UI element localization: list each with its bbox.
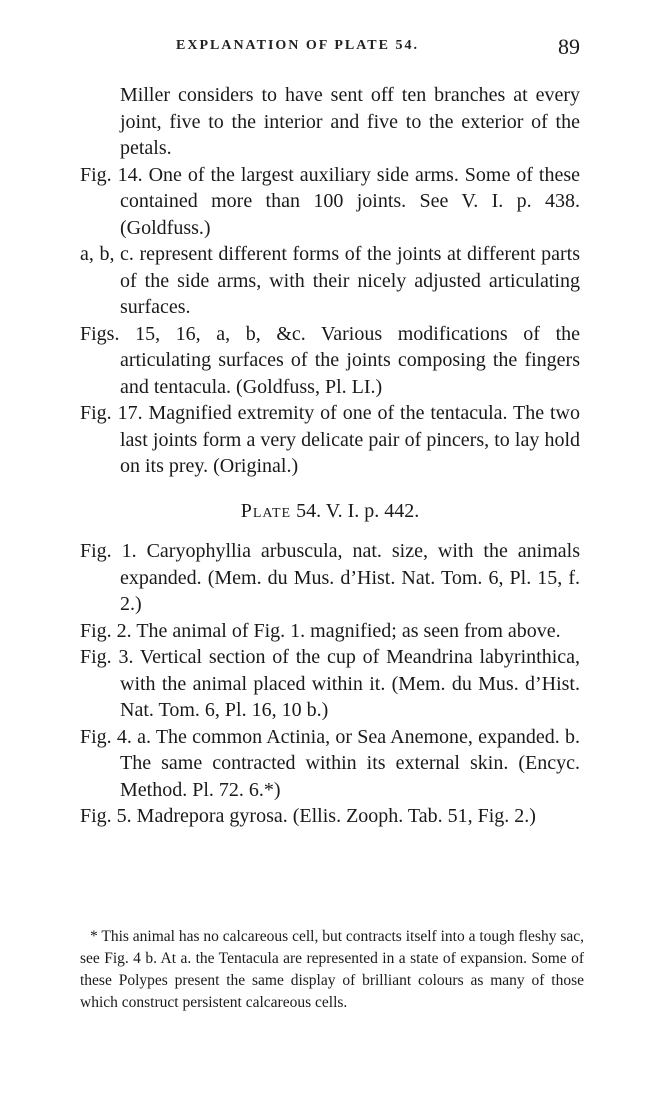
plate-explanation-body (80, 82, 580, 830)
plate-entry-fig-2: Fig. 2. The animal of Fig. 1. magnified; as seen from above. (80, 619, 561, 642)
page-number: 89 (558, 34, 580, 59)
entry-abc: a, b, c. represent different forms of the joints at different parts of the side arms, with their nicely adjusted articulating surfaces. (80, 243, 580, 318)
plate-entry-fig-1: Fig. 1. Caryophyllia arbuscula, nat. size, with the animals expanded. (Mem. du Mus. d’Hist. Nat. Tom. 6, Pl. 15, f. 2.) (80, 540, 580, 615)
plate-entry-fig-4: Fig. 4. a. The common Actinia, or Sea Anemone, expanded. b. The same contracted within its external skin. (Encyc. Method. Pl. 72. 6.*) (80, 725, 580, 801)
plate-heading-ref: 54. V. I. p. 442. (296, 499, 420, 522)
running-title: EXPLANATION OF PLATE 54. (176, 38, 419, 53)
plate-entry-fig-3: Fig. 3. Vertical section of the cup of Meandrina labyrinthica, with the animal placed within it. (Mem. du Mus. d’Hist. Nat. Tom. 6, Pl. 16, 10 b.) (80, 646, 580, 721)
entry-figs-15-16: Figs. 15, 16, a, b, &c. Various modifications of the articulating surfaces of the joints composing the fingers and tentacula. (Goldfuss, Pl. LI.) (80, 322, 580, 398)
plate-heading-word: Plate (240, 499, 292, 522)
entry-fig-14: Fig. 14. One of the largest auxiliary side arms. Some of these contained more than 100 joints. See V. I. p. 438. (Goldfuss.) (80, 163, 580, 239)
plate-entry-fig-5: Fig. 5. Madrepora gyrosa. (Ellis. Zooph. Tab. 51, Fig. 2.) (80, 805, 536, 827)
plate-heading (80, 498, 580, 525)
entry-fig-17: Fig. 17. Magnified extremity of one of the tentacula. The two last joints form a very delicate pair of pincers, to lay hold on its prey. (Original.) (80, 402, 580, 477)
footnote: * This animal has no calcareous cell, but contracts itself into a tough fleshy sac, see Fig. 4 b. At a. the Tentacula are represented in a state of expansion. Some of these Polypes present the same display of brilliant colours as many of those which construct persistent calcareous cells. (80, 928, 584, 1011)
entry-continuation: Miller considers to have sent off ten branches at every joint, five to the interior and five to the exterior of the petals. (120, 84, 580, 159)
running-head (80, 34, 580, 64)
